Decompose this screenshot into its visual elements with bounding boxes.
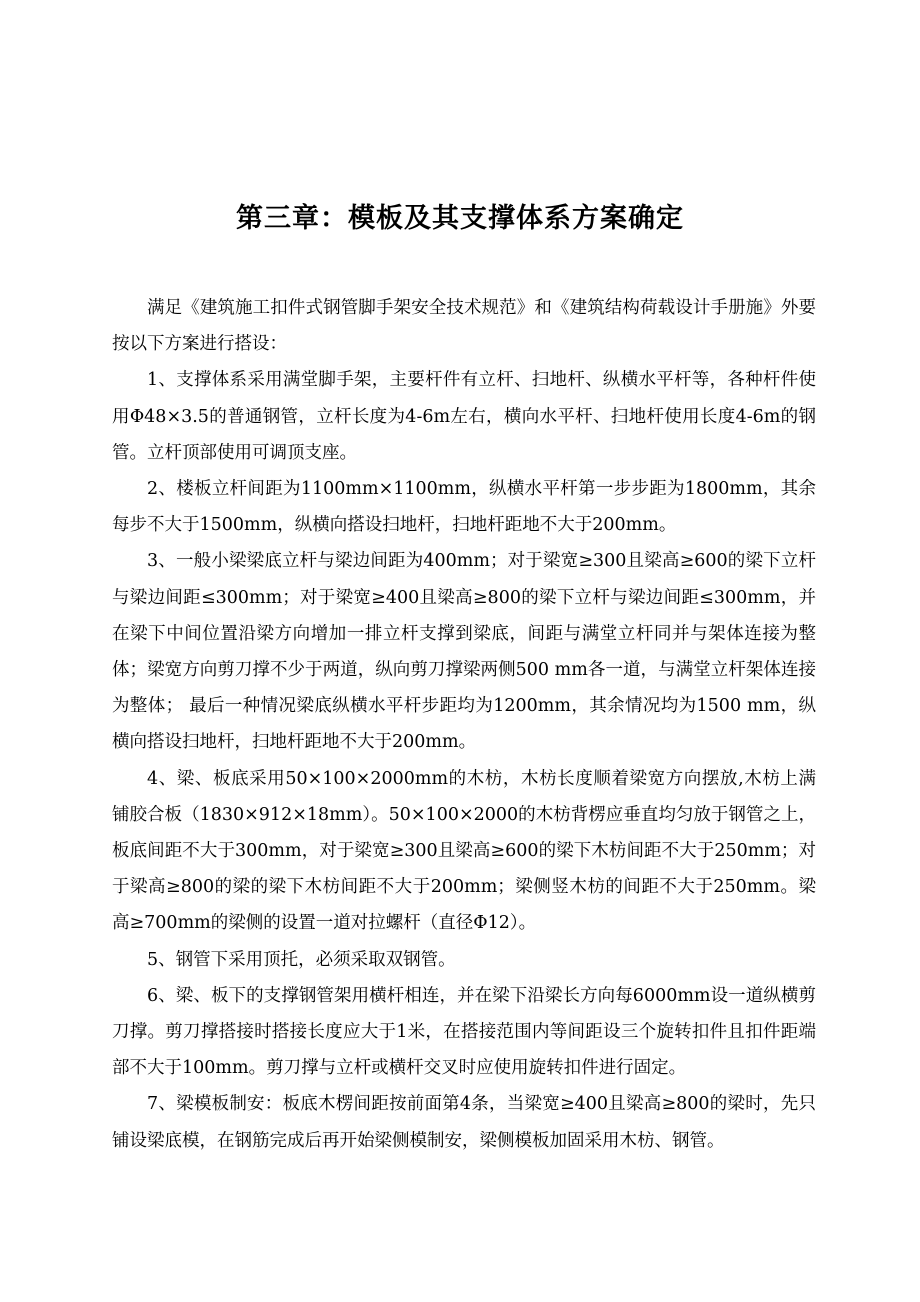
document-body: [112, 290, 816, 1159]
paragraph-item-7: 7、梁模板制安：板底木楞间距按前面第4条，当梁宽≥400且梁高≥800的梁时，先只铺设梁底模，在钢筋完成后再开始梁侧模制安，梁侧模板加固采用木枋、钢管。: [112, 1094, 816, 1151]
page-title: 第三章：模板及其支撑体系方案确定: [236, 203, 684, 234]
paragraph-item-3: 3、一般小梁梁底立杆与梁边间距为400mm；对于梁宽≥300且梁高≥600的梁下立杆与梁边间距≤300mm；对于梁宽≥400且梁高≥800的梁下立杆与梁边间距≤300mm，并在梁下中间位置沿梁方向增加一排立杆支撑到梁底，间距与满堂立杆同并与架体连接为整体；梁宽方向剪刀撑不少于两道，纵向剪刀撑梁两侧500 mm各一道，与满堂立杆架体连接为整体； 最后一种情况梁底纵横水平杆步距均为1200mm，其余情况均为1500 mm，纵横向搭设扫地杆，扫地杆距地不大于200mm。: [112, 551, 816, 753]
paragraph-item-6: 6、梁、板下的支撑钢管架用横杆相连，并在梁下沿梁长方向每6000mm设一道纵横剪刀撑。剪刀撑搭接时搭接长度应大于1米，在搭接范围内等间距设三个旋转扣件且扣件距端部不大于100mm。剪刀撑与立杆或横杆交叉时应使用旋转扣件进行固定。: [112, 985, 816, 1079]
paragraph-item-4: 4、梁、板底采用50×100×2000mm的木枋，木枋长度顺着梁宽方向摆放,木枋上满铺胶合板（1830×912×18mm）。50×100×2000的木枋背楞应垂直均匀放于钢管之上，板底间距不大于300mm，对于梁宽≥300且梁高≥600的梁下木枋间距不大于250mm；对于梁高≥800的梁的梁下木枋间距不大于200mm；梁侧竖木枋的间距不大于250mm。梁高≥700mm的梁侧的设置一道对拉螺杆（直径Φ12）。: [112, 768, 816, 934]
paragraph-item-1: 1、支撑体系采用满堂脚手架，主要杆件有立杆、扫地杆、纵横水平杆等，各种杆件使用Φ48×3.5的普通钢管，立杆长度为4-6m左右，横向水平杆、扫地杆使用长度4-6m的钢管。立杆顶部使用可调顶支座。: [112, 370, 816, 463]
paragraph-item-2: 2、楼板立杆间距为1100mm×1100mm，纵横水平杆第一步步距为1800mm，其余每步不大于1500mm，纵横向搭设扫地杆，扫地杆距地不大于200mm。: [112, 479, 816, 536]
paragraph-intro: 满足《建筑施工扣件式钢管脚手架安全技术规范》和《建筑结构荷载设计手册施》外要按以下方案进行搭设：: [112, 298, 816, 355]
paragraph-item-5: 5、钢管下采用顶托，必须采取双钢管。: [147, 949, 456, 970]
